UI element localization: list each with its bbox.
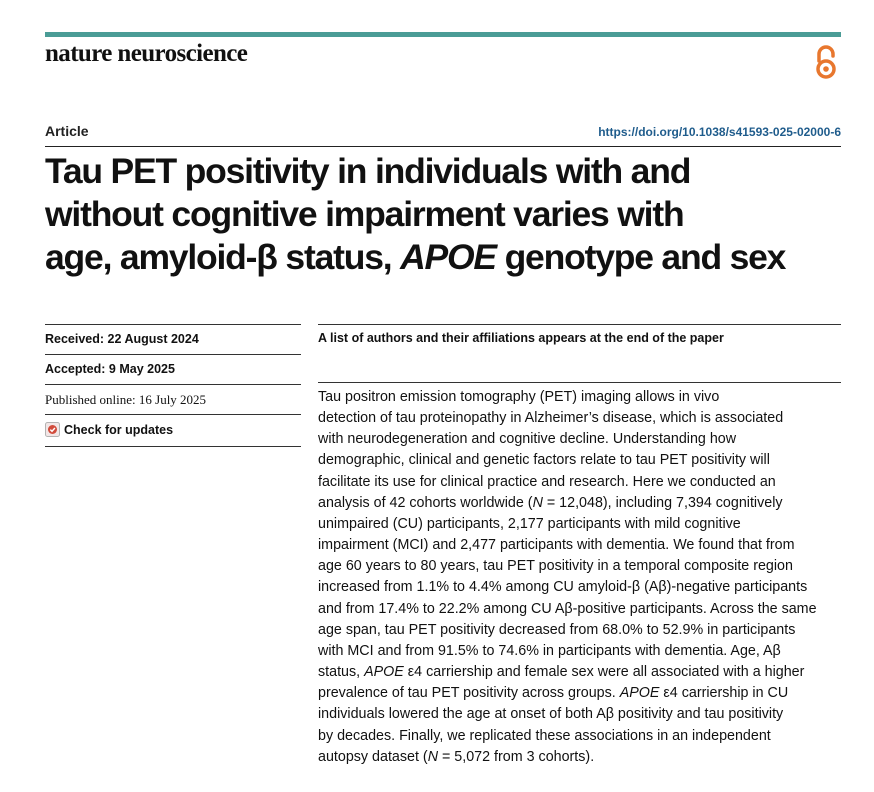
abstract-line: age 60 years to 80 years, tau PET positivity in a temporal composite region (318, 558, 793, 575)
abstract-text: ε4 carriership and female sex were all associated with a higher (403, 664, 805, 681)
title-line-1: Tau PET positivity in individuals with and (45, 151, 691, 191)
abstract-text: autopsy dataset ( (318, 748, 428, 765)
sidebar-divider (45, 324, 301, 325)
header-divider (45, 146, 841, 147)
abstract-text: ε4 carriership in CU (659, 685, 789, 702)
abstract-line: and from 17.4% to 22.2% among CU Aβ-positive participants. Across the same (318, 600, 817, 617)
check-for-updates-icon (45, 422, 60, 437)
title-line-3b: genotype and sex (495, 237, 786, 277)
abstract-italic-n: N (532, 494, 543, 511)
title-line-3a: age, amyloid-β status, (45, 237, 401, 277)
abstract-line: individuals lowered the age at onset of both Aβ positivity and tau positivity (318, 706, 784, 723)
abstract-line: facilitate its use for clinical practice and research. Here we conducted an (318, 473, 776, 490)
abstract-line: demographic, clinical and genetic factors relate to tau PET positivity will (318, 452, 770, 469)
abstract (318, 387, 858, 768)
abstract-italic-apoe: APOE (619, 685, 660, 702)
abstract-text: prevalence of tau PET positivity across groups. (318, 685, 620, 702)
abstract-line: impairment (MCI) and 2,477 participants with dementia. We found that from (318, 537, 795, 554)
received-date: Received: 22 August 2024 (45, 332, 199, 346)
abstract-text: = 5,072 from 3 cohorts). (438, 748, 595, 765)
title-line-2: without cognitive impairment varies with (45, 194, 684, 234)
check-for-updates-label: Check for updates (64, 422, 174, 437)
abstract-line (318, 747, 858, 768)
sidebar-divider (45, 354, 301, 355)
journal-name[interactable]: nature neuroscience (45, 40, 248, 67)
title-apoe: APOE (400, 237, 496, 277)
abstract-line: by decades. Finally, we replicated these associations in an independent (318, 727, 771, 744)
accepted-date: Accepted: 9 May 2025 (45, 362, 175, 376)
abstract-line: with MCI and from 91.5% to 74.6% in participants with dementia. Age, Aβ (318, 642, 781, 659)
abstract-italic-apoe: APOE (364, 664, 404, 681)
abstract-line: age span, tau PET positivity decreased from 68.0% to 52.9% in participants (318, 621, 796, 638)
article-type-label: Article (45, 123, 89, 139)
open-access-icon[interactable] (812, 44, 840, 80)
abstract-line: increased from 1.1% to 4.4% among CU amyloid-β (Aβ)-negative participants (318, 579, 808, 596)
doi-link[interactable]: https://doi.org/10.1038/s41593-025-02000-6 (598, 125, 841, 139)
abstract-line (318, 493, 858, 514)
abstract-line: with neurodegeneration and cognitive decline. Understanding how (318, 431, 737, 448)
abstract-line: unimpaired (CU) participants, 2,177 participants with mild cognitive (318, 515, 741, 532)
abstract-line: detection of tau proteinopathy in Alzheimer’s disease, which is associated (318, 410, 784, 427)
sidebar-divider (45, 384, 301, 385)
sidebar-divider (45, 446, 301, 447)
abstract-italic-n: N (427, 748, 439, 765)
check-for-updates-button[interactable] (45, 422, 173, 437)
authors-divider (318, 324, 841, 325)
top-color-bar (45, 32, 841, 37)
abstract-text: analysis of 42 cohorts worldwide ( (318, 494, 533, 511)
abstract-line: Tau positron emission tomography (PET) imaging allows in vivo (318, 389, 720, 405)
article-title (45, 150, 855, 279)
abstract-line (318, 683, 858, 704)
abstract-line (318, 662, 858, 683)
sidebar-divider (45, 414, 301, 415)
published-date: Published online: 16 July 2025 (45, 392, 207, 407)
authors-note: A list of authors and their affiliations appears at the end of the paper (318, 331, 724, 345)
abstract-text: status, (318, 664, 365, 681)
abstract-text: = 12,048), including 7,394 cognitively (542, 494, 783, 511)
abstract-divider (318, 382, 841, 383)
